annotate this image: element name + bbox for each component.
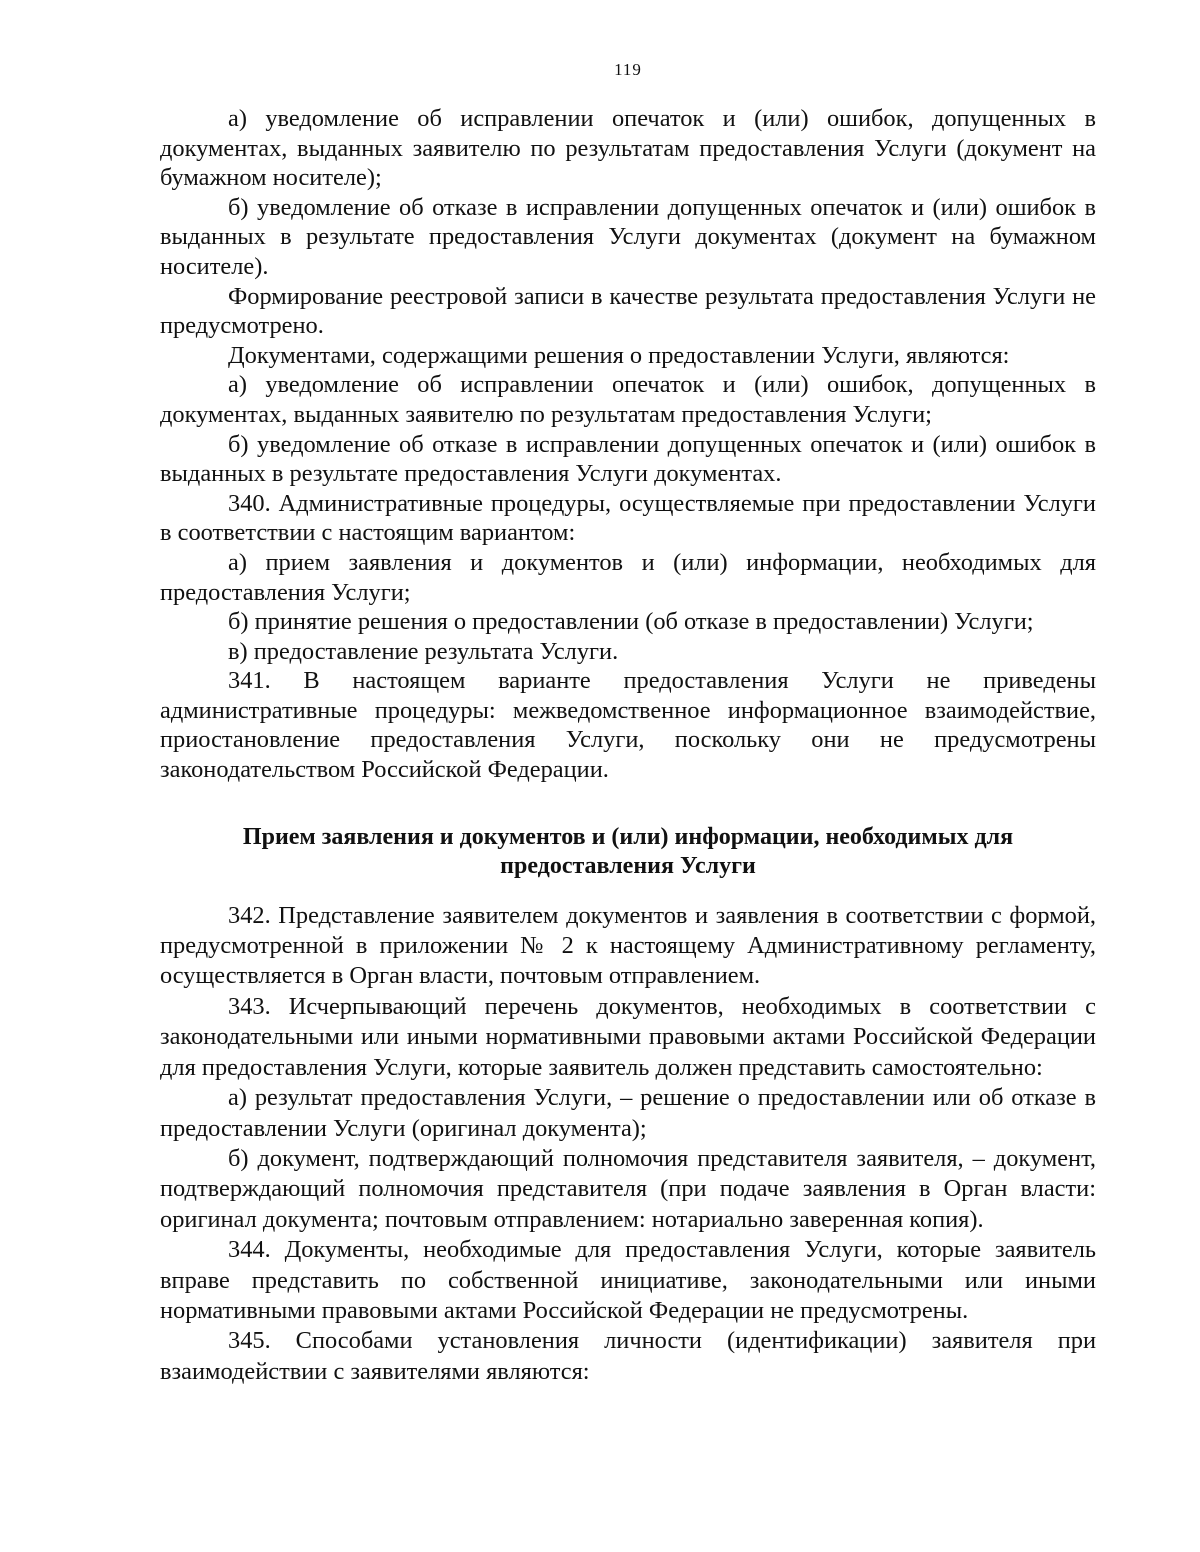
paragraph-group-after-heading [160, 901, 1096, 1388]
paragraph-344: 344. Документы, необходимые для предоставления Услуги, которые заявитель вправе представить по собственной инициативе, законодательными или иными нормативными правовыми актами Российской Федерации не предусмотрены. [160, 1236, 1096, 1324]
paragraph: а) уведомление об исправлении опечаток и (или) ошибок, допущенных в документах, выданных заявителю по результатам предоставления Услуги; [160, 371, 1096, 428]
paragraph: а) прием заявления и документов и (или) информации, необходимых для предоставления Услуги; [160, 548, 1096, 606]
paragraph-group-before-heading [160, 104, 1096, 785]
paragraph: а) уведомление об исправлении опечаток и (или) ошибок, допущенных в документах, выданных заявителю по результатам предоставления Услуги (документ на бумажном носителе); [160, 105, 1096, 192]
section-heading-line-1: Прием заявления и документов и (или) информации, необходимых для [242, 823, 1014, 850]
paragraph: а) результат предоставления Услуги, – решение о предоставлении или об отказе в предоставлении Услуги (оригинал документа); [160, 1084, 1096, 1142]
paragraph-340: 340. Административные процедуры, осуществляемые при предоставлении Услуги в соответствии с настоящим вариантом: [160, 489, 1096, 547]
page-number: 119 [614, 60, 642, 79]
paragraph-343: 343. Исчерпывающий перечень документов, необходимых в соответствии с законодательными или иными нормативными правовыми актами Российской Федерации для предоставления Услуги, которые заявитель должен представить самостоятельно: [160, 992, 1096, 1081]
paragraph: б) документ, подтверждающий полномочия представителя заявителя, – документ, подтверждающий полномочия представителя (при подаче заявления в Орган власти: оригинал документа; почтовым отправлением: нотариально заверенная копия). [160, 1144, 1096, 1233]
paragraph: Документами, содержащими решения о предоставлении Услуги, являются: [228, 341, 1010, 369]
paragraph: в) предоставление результата Услуги. [228, 637, 619, 665]
paragraph: б) уведомление об отказе в исправлении допущенных опечаток и (или) ошибок в выданных в результате предоставления Услуги документах. [160, 430, 1096, 488]
paragraph: б) уведомление об отказе в исправлении допущенных опечаток и (или) ошибок в выданных в результате предоставления Услуги документах (документ на бумажном носителе). [160, 193, 1096, 280]
section-heading [160, 823, 1096, 881]
paragraph: Формирование реестровой записи в качестве результата предоставления Услуги не предусмотрено. [160, 282, 1096, 340]
paragraph-341: 341. В настоящем варианте предоставления Услуги не приведены административные процедуры: межведомственное информационное взаимодействие, приостановление предоставления Услуги, поскольку они не предусмотрены законодательством Российской Федерации. [160, 667, 1096, 784]
paragraph-345: 345. Способами установления личности (идентификации) заявителя при взаимодействии с заявителями являются: [160, 1327, 1096, 1385]
paragraph-342: 342. Представление заявителем документов и заявления в соответствии с формой, предусмотренной в приложении № 2 к настоящему Административному регламенту, осуществляется в Орган власти, почтовым отправлением. [160, 901, 1096, 990]
document-body [160, 104, 1096, 1387]
section-heading-line-2: предоставления Услуги [500, 852, 756, 879]
paragraph: б) принятие решения о предоставлении (об отказе в предоставлении) Услуги; [228, 608, 1034, 636]
